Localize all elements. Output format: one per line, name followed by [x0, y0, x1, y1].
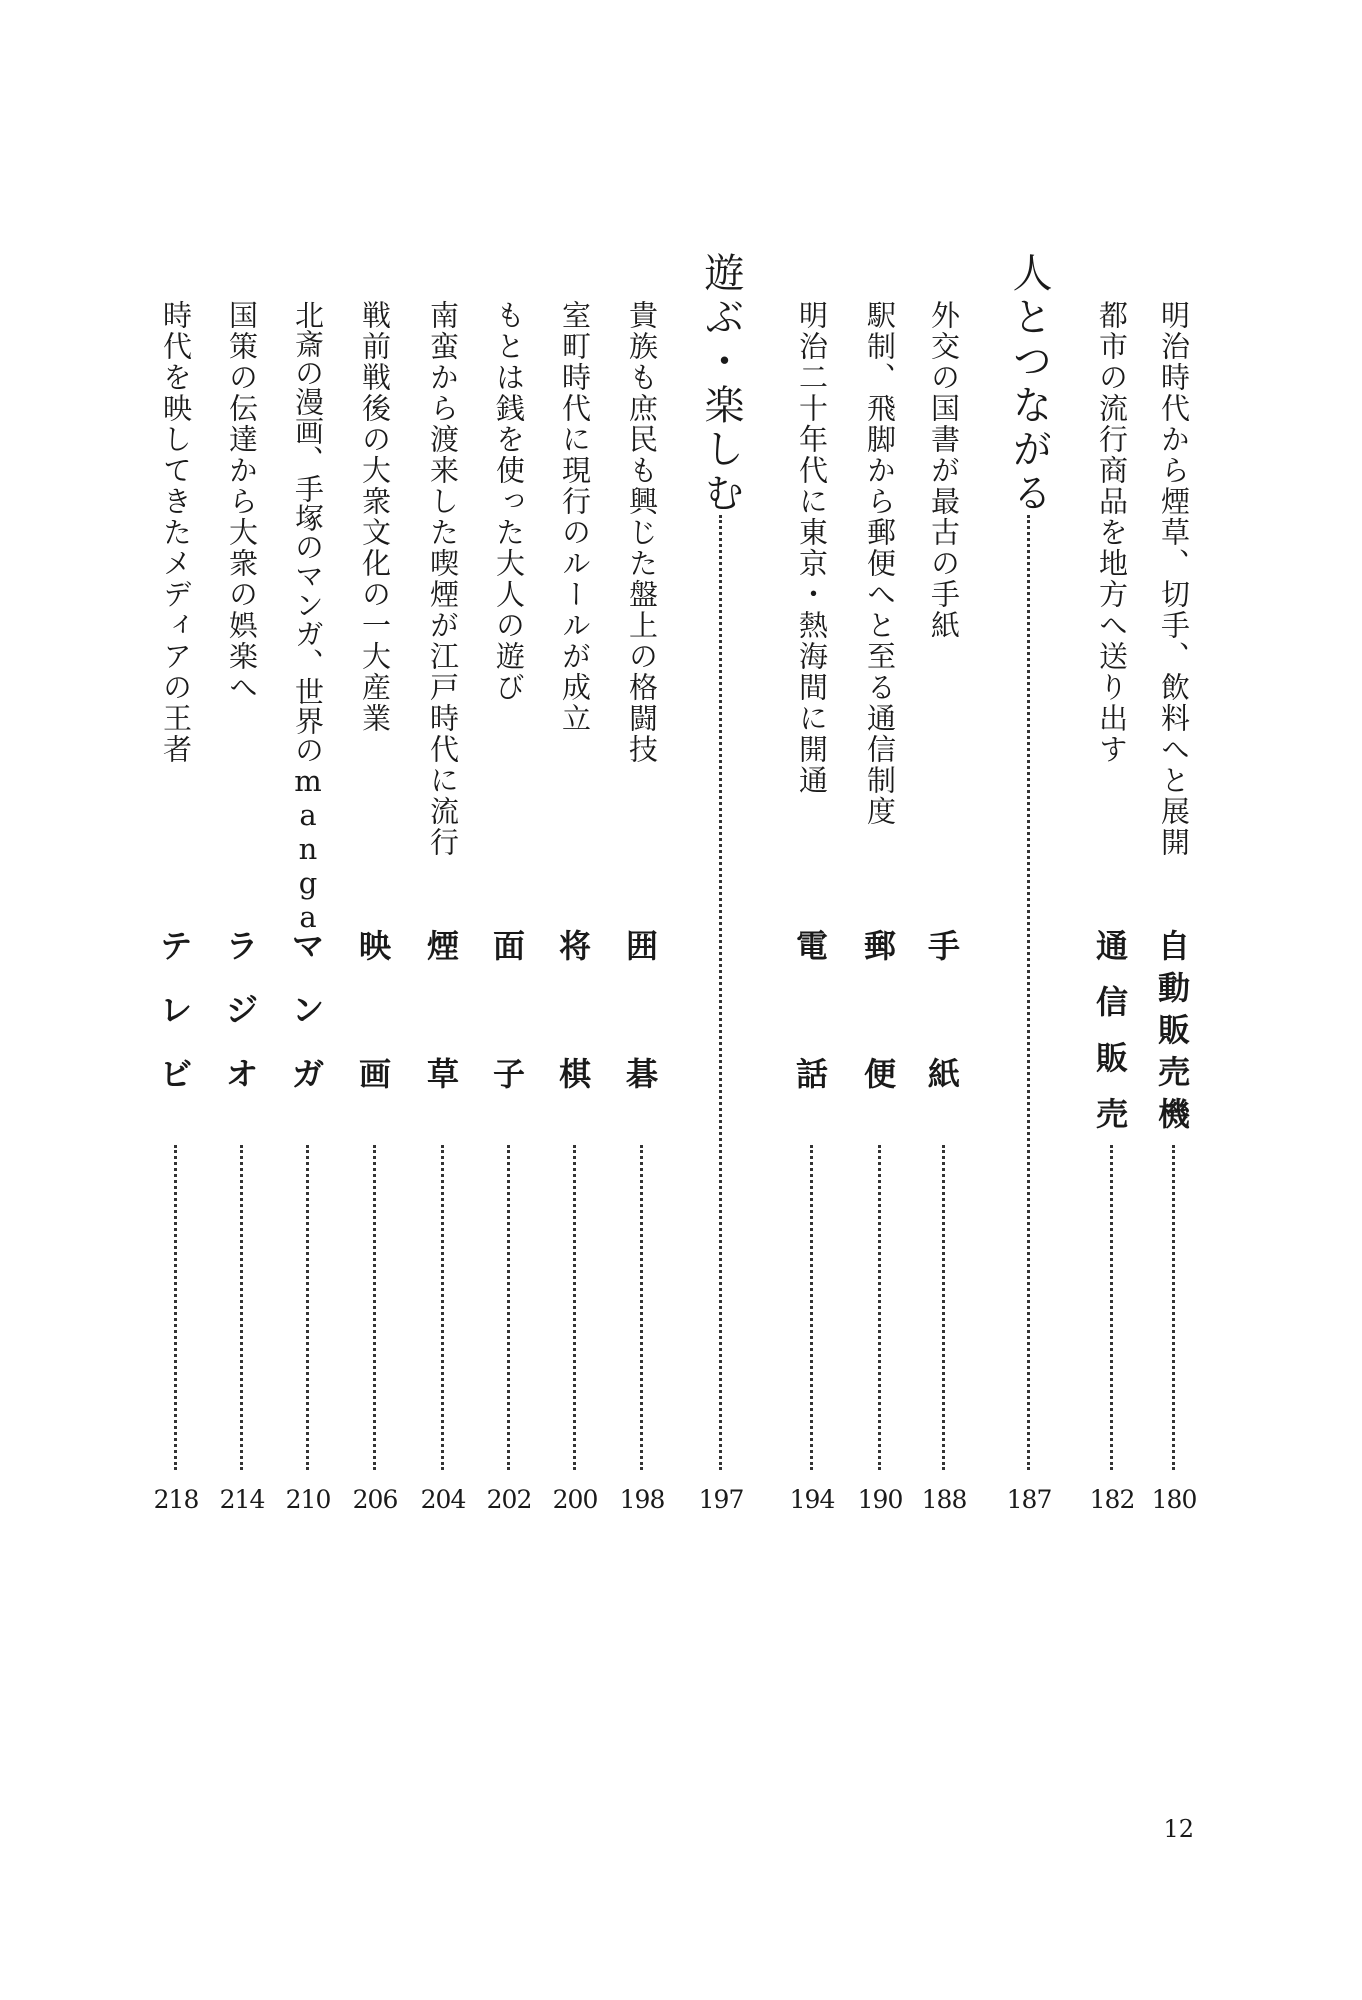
entry-title: 面 子 [492, 927, 525, 1093]
entry-title: マ ン ガ [291, 927, 324, 1093]
dot-leader [719, 515, 722, 1470]
dot-leader [306, 1145, 309, 1470]
page-number: 187 [1006, 1485, 1052, 1514]
entry-description: 外交の国書が最古の手紙 [927, 300, 961, 641]
entry-description: 明治二十年代に東京・熱海間に開通 [795, 300, 829, 796]
entry-title: 通 信 販 売 [1095, 927, 1128, 1133]
entry-title: 電 話 [795, 927, 828, 1093]
entry-description: 都市の流行商品を地方へ送り出す [1095, 300, 1129, 765]
entry-description: 貴族も庶民も興じた盤上の格闘技 [625, 300, 659, 765]
dot-leader [942, 1145, 945, 1470]
page-number: 197 [698, 1485, 744, 1514]
page-number: 214 [219, 1485, 265, 1514]
entry-title: 囲 碁 [625, 927, 658, 1093]
entry-title: 将 棋 [558, 927, 591, 1093]
section-title: 遊ぶ・楽しむ [698, 252, 744, 516]
dot-leader [1110, 1145, 1113, 1470]
page-number: 206 [352, 1485, 398, 1514]
dot-leader [240, 1145, 243, 1470]
dot-leader [1027, 515, 1030, 1470]
page-number: 218 [153, 1485, 199, 1514]
dot-leader [878, 1145, 881, 1470]
dot-leader [573, 1145, 576, 1470]
page-number: 204 [420, 1485, 466, 1514]
entry-description: 明治時代から煙草、切手、飲料へと展開 [1157, 300, 1191, 858]
entry-description: 国策の伝達から大衆の娯楽へ [225, 300, 259, 703]
page-number: 180 [1151, 1485, 1197, 1514]
entry-description: 時代を映してきたメディアの王者 [159, 300, 193, 765]
entry-description: 南蛮から渡来した喫煙が江戸時代に流行 [426, 300, 460, 858]
page-number: 190 [857, 1485, 903, 1514]
entry-title: テ レ ビ [159, 927, 192, 1093]
entry-title: 自 動 販 売 機 [1157, 927, 1190, 1133]
dot-leader [640, 1145, 643, 1470]
dot-leader [441, 1145, 444, 1470]
dot-leader [373, 1145, 376, 1470]
page-number: 188 [921, 1485, 967, 1514]
entry-title: 煙 草 [426, 927, 459, 1093]
page-number: 210 [285, 1485, 331, 1514]
dot-leader [810, 1145, 813, 1470]
entry-description: 室町時代に現行のルールが成立 [558, 300, 592, 734]
entry-description: 戦前戦後の大衆文化の一大産業 [358, 300, 392, 734]
page-number: 202 [486, 1485, 532, 1514]
entry-title: 手 紙 [927, 927, 960, 1093]
entry-title: 映 画 [358, 927, 391, 1093]
entry-description: 駅制、飛脚から郵便へと至る通信制度 [863, 300, 897, 827]
entry-description: 北斎の漫画、手塚のマンガ、世界のmanga [291, 300, 325, 934]
dot-leader [1172, 1145, 1175, 1470]
page-number: 182 [1089, 1485, 1135, 1514]
page-number: 194 [789, 1485, 835, 1514]
folio-page-number: 12 [1163, 1815, 1194, 1843]
page-number: 200 [552, 1485, 598, 1514]
dot-leader [507, 1145, 510, 1470]
entry-description: もとは銭を使った大人の遊び [492, 300, 526, 703]
section-title: 人とつながる [1006, 252, 1052, 516]
entry-title: ラ ジ オ [225, 927, 258, 1093]
dot-leader [174, 1145, 177, 1470]
page-number: 198 [619, 1485, 665, 1514]
entry-title: 郵 便 [863, 927, 896, 1093]
